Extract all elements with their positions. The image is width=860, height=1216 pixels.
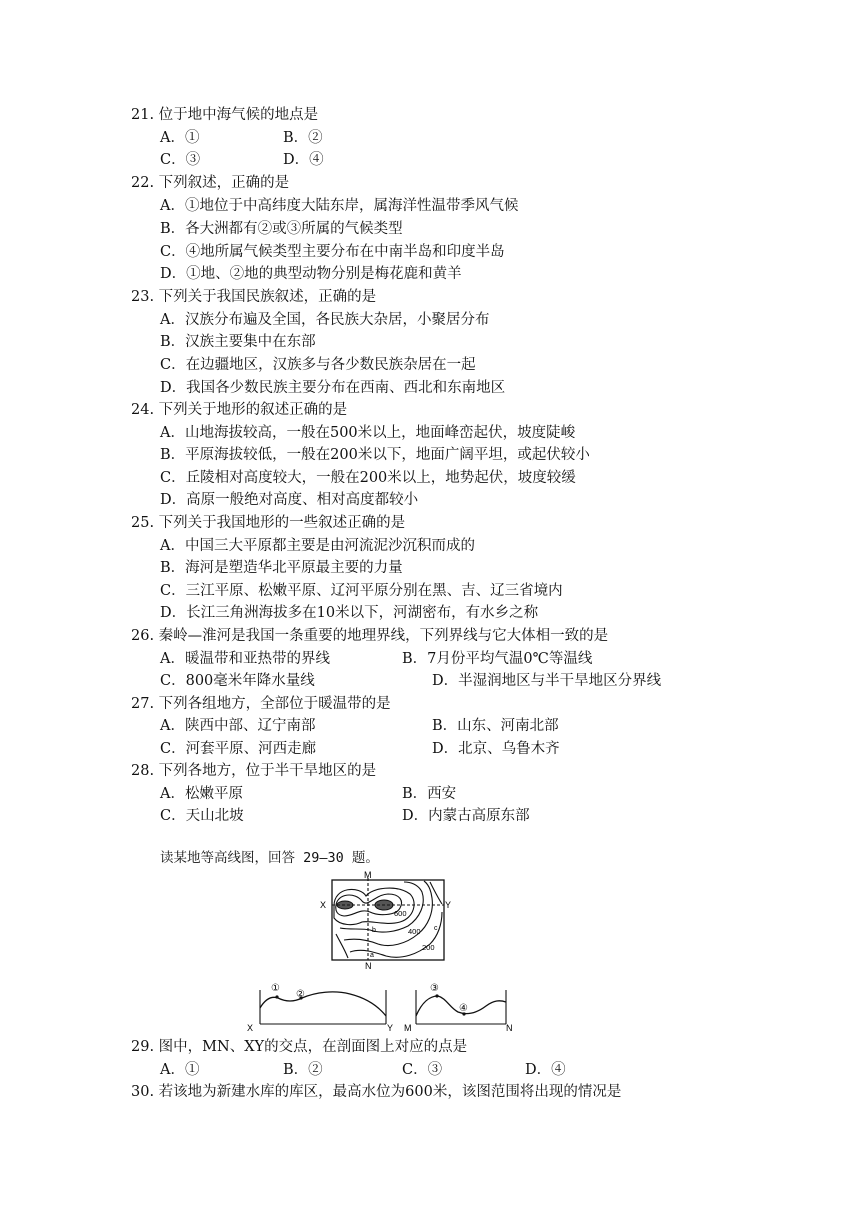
contour-map (310, 868, 450, 970)
profile-label-n: N (506, 1023, 513, 1033)
question-30 (131, 1081, 621, 1103)
profile-point-1: ① (271, 983, 280, 994)
option-c[interactable]: C．800毫米年降水量线 (160, 673, 315, 689)
option-c[interactable]: C．在边疆地区，汉族多与各少数民族杂居在一起 (160, 357, 476, 373)
option-d[interactable]: D．长江三角洲海拔多在10米以下，河湖密布，有水乡之称 (160, 605, 539, 621)
question-number: 25. (131, 515, 155, 531)
option-d[interactable]: D．①地、②地的典型动物分别是梅花鹿和黄羊 (160, 266, 462, 282)
option-d[interactable]: D．北京、乌鲁木齐 (432, 741, 560, 757)
profile-point-2: ② (296, 989, 305, 1000)
question-23 (131, 286, 376, 308)
question-24 (131, 399, 347, 421)
option-c[interactable]: C．三江平原、松嫩平原、辽河平原分别在黑、吉、辽三省境内 (160, 583, 563, 599)
label-n: N (365, 961, 372, 971)
question-stem: 下列各地方，位于半干旱地区的是 (158, 763, 377, 779)
question-25 (131, 512, 405, 534)
option-d[interactable]: D．半湿润地区与半干旱地区分界线 (432, 673, 662, 689)
profile-mn (402, 976, 518, 1034)
option-c[interactable]: C．③ (402, 1062, 443, 1078)
option-d[interactable]: D．④ (283, 152, 324, 168)
option-c[interactable]: C．④地所属气候类型主要分布在中南半岛和印度半岛 (160, 244, 505, 260)
question-stem: 下列关于我国地形的一些叙述正确的是 (158, 515, 406, 531)
profile-label-x: X (247, 1023, 254, 1033)
option-a[interactable]: A．陕西中部、辽宁南部 (160, 718, 316, 734)
profile-xy (244, 976, 396, 1034)
option-d[interactable]: D．高原一般绝对高度、相对高度都较小 (160, 492, 419, 508)
question-26 (131, 625, 608, 647)
option-a[interactable]: A．暖温带和亚热带的界线 (160, 651, 330, 667)
question-21 (131, 104, 318, 126)
option-b[interactable]: B．各大洲都有②或③所属的气候类型 (160, 221, 403, 237)
question-stem: 下列关于地形的叙述正确的是 (158, 402, 348, 418)
option-d[interactable]: D．内蒙古高原东部 (402, 808, 530, 824)
question-number: 26. (131, 628, 155, 644)
option-d[interactable]: D．④ (525, 1062, 566, 1078)
question-number: 21. (131, 107, 155, 123)
question-number: 28. (131, 763, 155, 779)
option-b[interactable]: B．② (283, 130, 323, 146)
option-a[interactable]: A．汉族分布遍及全国，各民族大杂居，小聚居分布 (160, 312, 490, 328)
question-number: 30. (131, 1084, 155, 1100)
profile-label-m: M (404, 1023, 412, 1033)
option-a[interactable]: A．① (160, 130, 200, 146)
label-y: Y (445, 900, 452, 910)
point-label-b: b (372, 927, 376, 934)
profile-label-y: Y (387, 1023, 394, 1033)
option-b[interactable]: B．海河是塑造华北平原最主要的力量 (160, 560, 403, 576)
question-stem: 下列关于我国民族叙述，正确的是 (158, 289, 377, 305)
option-b[interactable]: B．西安 (402, 786, 457, 802)
option-b[interactable]: B．② (283, 1062, 323, 1078)
question-stem: 位于地中海气候的地点是 (158, 107, 319, 123)
option-b[interactable]: B．7月份平均气温0℃等温线 (402, 651, 593, 667)
question-stem: 下列叙述，正确的是 (158, 175, 290, 191)
question-27 (131, 693, 391, 715)
label-m: M (364, 870, 372, 880)
point-label-c: c (434, 925, 438, 932)
option-c[interactable]: C．③ (160, 152, 201, 168)
option-c[interactable]: C．河套平原、河西走廊 (160, 741, 317, 757)
option-a[interactable]: A．山地海拔较高，一般在500米以上，地面峰峦起伏，坡度陡峻 (160, 425, 576, 441)
contour-label-200: 200 (422, 943, 435, 952)
question-29 (131, 1036, 467, 1058)
question-number: 24. (131, 402, 155, 418)
option-a[interactable]: A．松嫩平原 (160, 786, 243, 802)
question-number: 29. (131, 1039, 155, 1055)
option-b[interactable]: B．汉族主要集中在东部 (160, 334, 316, 350)
question-22 (131, 172, 289, 194)
option-b[interactable]: B．平原海拔较低，一般在200米以下，地面广阔平坦，或起伏较小 (160, 447, 590, 463)
contour-label-400: 400 (408, 927, 421, 936)
question-number: 23. (131, 289, 155, 305)
option-c[interactable]: C．天山北坡 (160, 808, 244, 824)
question-stem: 图中，MN、XY的交点，在剖面图上对应的点是 (158, 1039, 468, 1055)
question-number: 22. (131, 175, 155, 191)
question-stem: 若该地为新建水库的库区，最高水位为600米，该图范围将出现的情况是 (158, 1084, 622, 1100)
profile-point-4: ④ (459, 1003, 468, 1014)
question-28 (131, 760, 376, 782)
option-c[interactable]: C．丘陵相对高度较大，一般在200米以上，地势起伏，坡度较缓 (160, 470, 576, 486)
contour-label-600: 600 (394, 909, 407, 918)
point-label-a: a (370, 952, 374, 959)
option-b[interactable]: B．山东、河南北部 (432, 718, 559, 734)
question-number: 27. (131, 696, 155, 712)
option-a[interactable]: A．①地位于中高纬度大陆东岸，属海洋性温带季风气候 (160, 198, 519, 214)
question-stem: 秦岭—淮河是我国一条重要的地理界线，下列界线与它大体相一致的是 (158, 628, 609, 644)
label-x: X (320, 900, 327, 910)
option-a[interactable]: A．中国三大平原都主要是由河流泥沙沉积而成的 (160, 538, 475, 554)
option-d[interactable]: D．我国各少数民族主要分布在西南、西北和东南地区 (160, 380, 506, 396)
question-stem: 下列各组地方，全部位于暖温带的是 (158, 696, 391, 712)
option-a[interactable]: A．① (160, 1062, 200, 1078)
figure-lead: 读某地等高线图，回答 29—30 题。 (160, 850, 379, 866)
profile-point-3: ③ (430, 983, 439, 994)
